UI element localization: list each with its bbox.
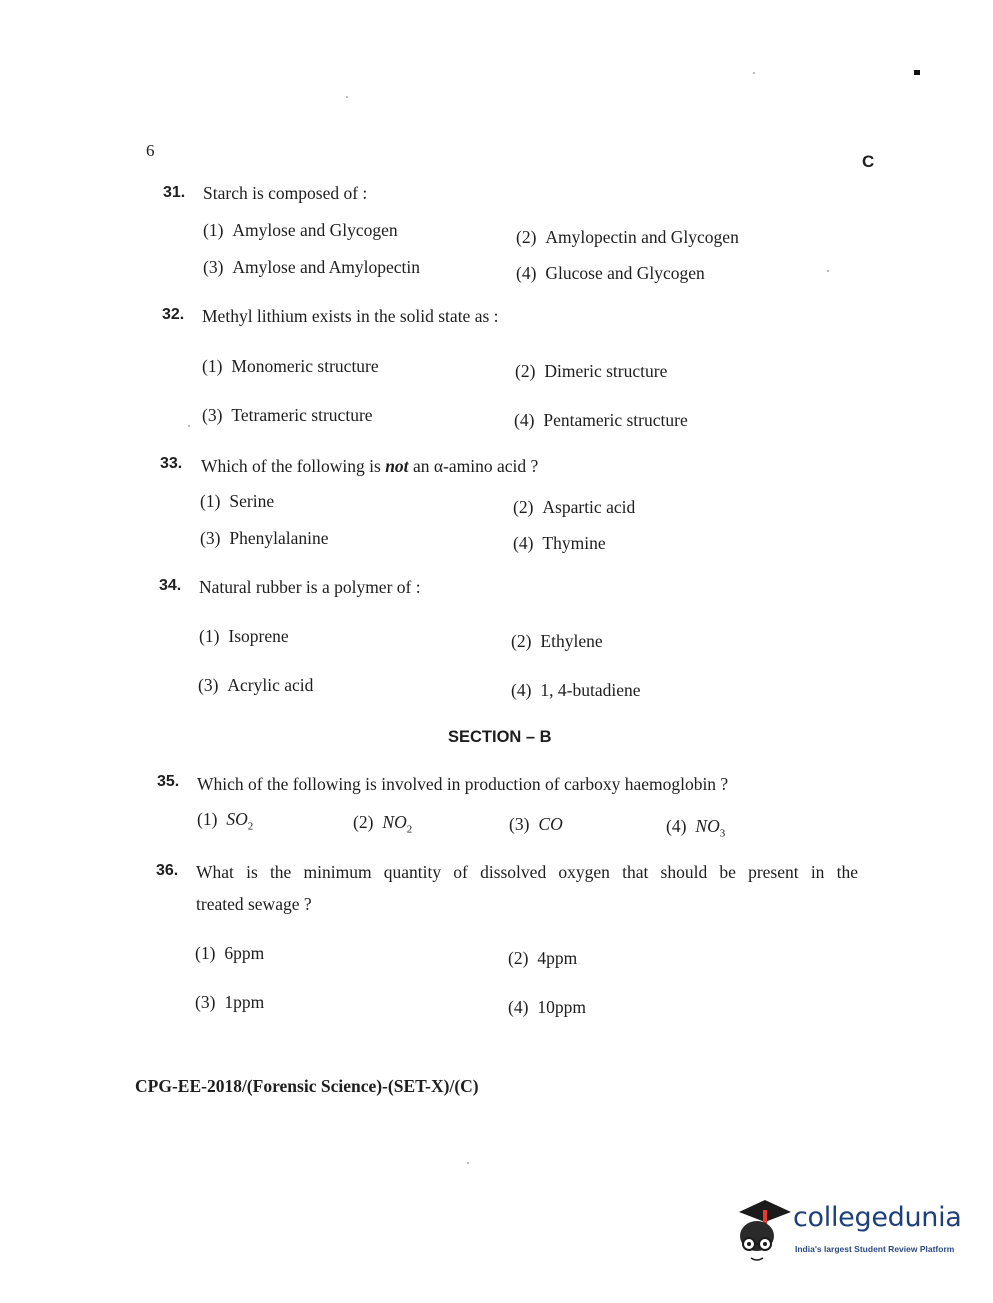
option-2: (2) Dimeric structure [515, 361, 668, 381]
option-2: (2) Aspartic acid [513, 497, 636, 517]
option-1: (1) Monomeric structure [202, 356, 379, 376]
option-2: (2) $NO_2$ [353, 812, 413, 836]
option-4: (4) Thymine [513, 533, 606, 553]
scan-speck [188, 425, 190, 427]
scan-speck [827, 270, 829, 272]
option-1: (1) 6ppm [195, 943, 265, 963]
question-text: Which of the following is not an α-amino acid ? [201, 456, 539, 476]
question-number: 32. [162, 306, 185, 323]
option-2: (2) Amylopectin and Glycogen [516, 227, 739, 247]
question-text: Which of the following is involved in production of carboxy haemoglobin ? [197, 774, 729, 794]
option-2: (2) 4ppm [508, 948, 578, 968]
option-1: (1) Serine [200, 491, 275, 511]
option-4: (4) 10ppm [508, 997, 587, 1017]
question-number: 36. [156, 862, 179, 879]
scan-speck [753, 72, 755, 74]
question-number: 31. [163, 184, 186, 201]
question-text: Natural rubber is a polymer of : [199, 577, 421, 597]
scan-mark [914, 70, 920, 75]
option-4: (4) 1, 4-butadiene [511, 680, 641, 700]
option-3: (3) Amylose and Amylopectin [203, 257, 421, 277]
logo-tagline: India's largest Student Review Platform [795, 1244, 955, 1254]
question-number: 35. [157, 773, 180, 790]
question-text: What is the minimum quantity of dissolved oxygen that should be present in the [196, 862, 858, 882]
option-3: (3) Tetrameric structure [202, 405, 373, 425]
footer-code: CPG-EE-2018/(Forensic Science)-(SET-X)/(C) [135, 1076, 479, 1096]
collegedunia-logo [733, 1196, 963, 1266]
mascot-icon [733, 1196, 795, 1262]
set-code: C [862, 152, 875, 171]
option-3: (3) Acrylic acid [198, 675, 314, 695]
section-heading: SECTION – B [448, 728, 552, 746]
question-text-cont: treated sewage ? [196, 894, 312, 914]
scan-speck [467, 1162, 469, 1164]
logo-name: collegedunia [793, 1202, 962, 1233]
option-1: (1) Amylose and Glycogen [203, 220, 398, 240]
option-4: (4) Pentameric structure [514, 410, 688, 430]
option-3: (3) 1ppm [195, 992, 265, 1012]
question-text: Methyl lithium exists in the solid state as : [202, 306, 499, 326]
question-number: 34. [159, 577, 182, 594]
question-text: Starch is composed of : [203, 183, 368, 203]
question-number: 33. [160, 455, 183, 472]
option-4: (4) Glucose and Glycogen [516, 263, 705, 283]
scan-speck [346, 96, 348, 98]
page-number: 6 [146, 141, 155, 160]
option-3: (3) Phenylalanine [200, 528, 329, 548]
option-1: (1) $SO_2$ [197, 809, 254, 833]
option-3: (3) CO [509, 814, 563, 834]
option-1: (1) Isoprene [199, 626, 289, 646]
option-2: (2) Ethylene [511, 631, 603, 651]
option-4: (4) $NO_3$ [666, 816, 726, 840]
